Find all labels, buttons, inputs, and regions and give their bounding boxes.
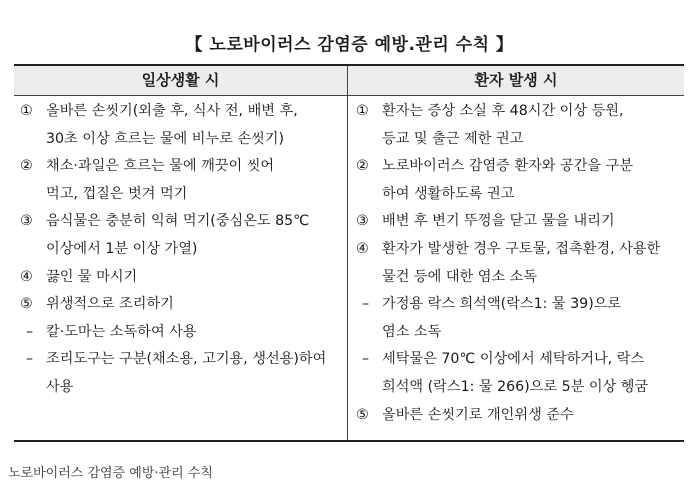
list-item <box>356 402 678 430</box>
sub-item <box>20 346 342 401</box>
patient-occurrence-column <box>356 98 678 429</box>
item-number: ④ <box>356 240 369 257</box>
guidelines-table <box>14 64 684 442</box>
sub-item-text: 염소 소독 <box>382 323 442 340</box>
item-text: 위생적으로 조리하기 <box>46 296 174 313</box>
item-text: 등교 및 출근 제한 권고 <box>382 130 524 147</box>
sub-item-text: 세탁물은 70℃ 이상에서 세탁하거나, 락스 <box>382 351 645 368</box>
sub-item-text: 희석액 (락스1: 물 266)으로 5분 이상 헹굼 <box>382 378 649 395</box>
item-text: 끓인 물 마시기 <box>46 268 138 285</box>
list-item <box>20 153 342 208</box>
header-patient-occurrence: 환자 발생 시 <box>474 71 558 89</box>
item-number: ① <box>356 103 369 119</box>
item-number: ② <box>356 158 369 175</box>
sub-item-text: 가정용 락스 희석액(락스1: 물 39)으로 <box>382 296 622 313</box>
image-caption: 노로바이러스 감염증 예방·관리 수칙 <box>8 466 213 481</box>
column-divider <box>347 66 348 440</box>
item-text: 음식물은 충분히 익혀 먹기(중심온도 85℃ <box>46 213 310 230</box>
document-title: 【 노로바이러스 감염증 예방.관리 수칙 】 <box>185 35 514 55</box>
sub-item-text: 조리도구는 구분(채소용, 고기용, 생선용)하여 <box>46 351 327 368</box>
item-text: 하여 생활하도록 권고 <box>382 185 515 202</box>
item-text: 노로바이러스 감염증 환자와 공간을 구분 <box>382 158 634 175</box>
item-number: ③ <box>20 213 33 230</box>
list-item <box>356 208 678 236</box>
item-number: ② <box>20 158 33 175</box>
item-number: ⑤ <box>356 406 369 423</box>
header-daily-life: 일상생활 시 <box>141 71 220 89</box>
item-text: 먹고, 껍질은 벗겨 먹기 <box>46 185 188 202</box>
list-item <box>356 153 678 208</box>
daily-life-column <box>20 98 342 402</box>
sub-item <box>356 291 678 346</box>
list-item <box>356 236 678 291</box>
item-number: ③ <box>356 213 369 230</box>
item-text: 환자가 발생한 경우 구토물, 접촉환경, 사용한 <box>382 240 661 257</box>
sub-item-dash: – <box>362 351 370 368</box>
item-text: 물건 등에 대한 염소 소독 <box>382 268 538 285</box>
item-text: 채소·과일은 흐르는 물에 깨끗이 씻어 <box>46 158 275 175</box>
item-text: 올바른 손씻기(외출 후, 식사 전, 배변 후, <box>46 103 298 119</box>
list-item <box>20 98 342 153</box>
item-number: ⑤ <box>20 296 33 313</box>
item-text: 이상에서 1분 이상 가열) <box>46 240 198 257</box>
item-text: 환자는 증상 소실 후 48시간 이상 등원, <box>382 103 624 119</box>
sub-item-text: 사용 <box>46 378 74 395</box>
sub-item-dash: – <box>26 323 34 340</box>
sub-item-dash: – <box>26 351 34 368</box>
item-number: ① <box>20 103 33 119</box>
item-number: ④ <box>20 268 33 285</box>
list-item <box>20 291 342 319</box>
item-text: 올바른 손씻기로 개인위생 준수 <box>382 406 574 423</box>
list-item <box>356 98 678 153</box>
sub-item-dash: – <box>362 296 370 313</box>
item-text: 배변 후 변기 뚜껑을 닫고 물을 내리기 <box>382 213 615 230</box>
list-item <box>20 264 342 292</box>
item-text: 30초 이상 흐르는 물에 비누로 손씻기) <box>46 130 285 147</box>
list-item <box>20 208 342 263</box>
sub-item <box>20 319 342 347</box>
sub-item-text: 칼·도마는 소독하여 사용 <box>46 323 197 340</box>
sub-item <box>356 346 678 401</box>
